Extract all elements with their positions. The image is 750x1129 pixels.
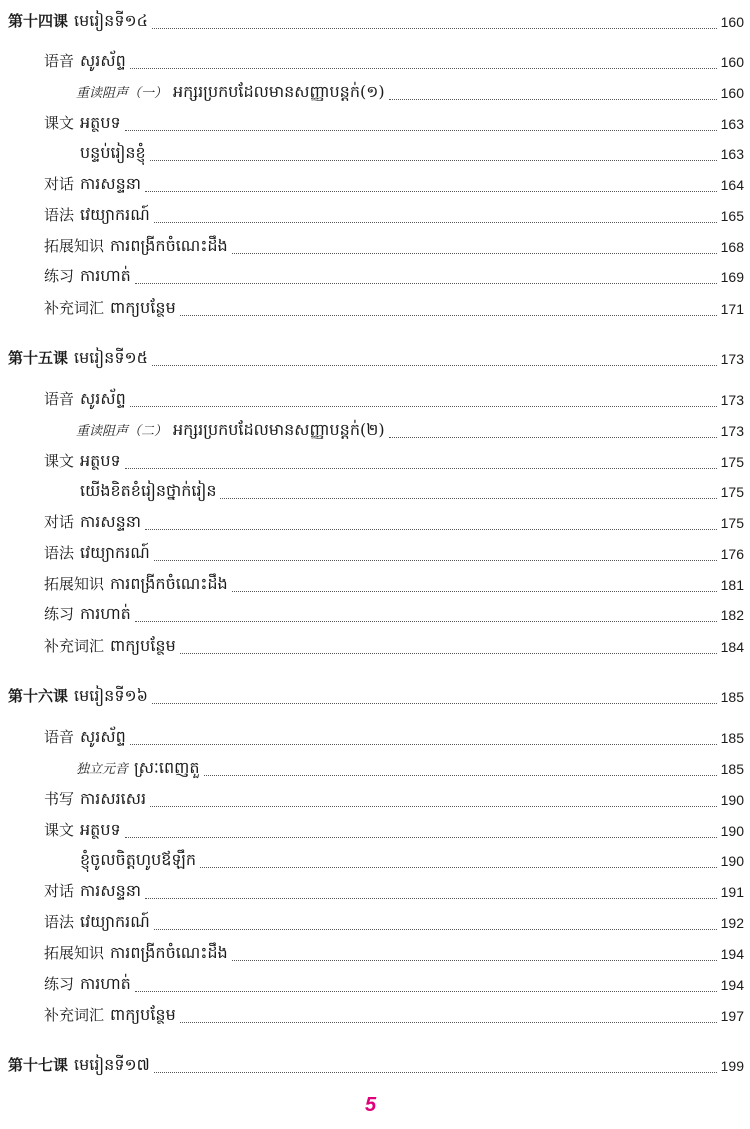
toc-entry-chinese-title: 语法 (44, 544, 75, 562)
toc-entry-khmer-title: ការហាត់ (80, 604, 131, 623)
toc-entry-label (80, 142, 146, 166)
dot-leader (220, 498, 716, 499)
toc-entry-chinese-title: 第十四课 (8, 12, 69, 30)
toc-entry-khmer-title: មេរៀនទី១៤ (74, 11, 148, 30)
toc-entry-label (44, 942, 228, 966)
toc-page-number: 191 (720, 884, 744, 900)
toc-entry-chinese-title: 语音 (44, 52, 75, 70)
dot-leader (125, 130, 717, 131)
toc-entry-chinese-title: 课文 (44, 452, 75, 470)
toc-entry (0, 940, 750, 968)
dot-leader (125, 468, 717, 469)
toc-entry-khmer-title: ការសរសេរ (80, 789, 147, 808)
toc-entry-label (8, 685, 148, 709)
toc-entry-khmer-title: វេយ្យាករណ៍ (80, 205, 150, 224)
toc-entry-label (44, 50, 126, 74)
dot-leader (145, 191, 717, 192)
toc-page-number: 164 (720, 177, 744, 193)
toc-page-number: 163 (720, 146, 744, 162)
toc-entry-khmer-title: មេរៀនទី១៧ (74, 1055, 150, 1074)
toc-entry-chinese-title: 补充词汇 (44, 637, 105, 655)
toc-entry (0, 140, 750, 168)
toc-entry-label (44, 388, 126, 412)
toc-entry-chinese-title: 拓展知识 (44, 237, 105, 255)
dot-leader (135, 991, 717, 992)
toc-page-number: 185 (720, 689, 744, 705)
toc-page-number: 190 (720, 823, 744, 839)
toc-entry-chinese-title: 练习 (44, 975, 75, 993)
toc-entry-chinese-title: 重读阻声（二） (76, 424, 168, 439)
toc-entry-khmer-title: សូរស័ព្ទ (80, 389, 126, 408)
dot-leader (389, 437, 717, 438)
toc-entry (0, 633, 750, 661)
toc-entry-label (44, 788, 146, 812)
toc-entry-chinese-title: 独立元音 (76, 762, 129, 777)
toc-entry (0, 571, 750, 599)
toc-page-number: 181 (720, 577, 744, 593)
toc-entry-chinese-title: 补充词汇 (44, 1006, 105, 1024)
toc-entry-khmer-title: អត្ថបទ (80, 451, 121, 470)
toc-chapter-entry (0, 683, 750, 711)
toc-page-number: 173 (720, 423, 744, 439)
toc-entry-label (44, 880, 141, 904)
toc-entry-chinese-title: 语法 (44, 913, 75, 931)
toc-page-number: 176 (720, 546, 744, 562)
toc-entry-khmer-title: វេយ្យាករណ៍ (80, 543, 150, 562)
toc-entry (0, 540, 750, 568)
dot-leader (154, 1072, 717, 1073)
toc-entry-label (44, 911, 150, 935)
toc-entry-label (44, 603, 131, 627)
dot-leader (180, 653, 717, 654)
toc-page-number: 168 (720, 239, 744, 255)
dot-leader (135, 621, 717, 622)
dot-leader (135, 283, 717, 284)
toc-entry-label (76, 419, 385, 443)
toc-entry-khmer-title: សូរស័ព្ទ (80, 727, 126, 746)
toc-entry-chinese-title: 对话 (44, 513, 75, 531)
toc-page-number: 199 (720, 1058, 744, 1074)
toc-page-number: 175 (720, 454, 744, 470)
toc-entry-khmer-title: យើងខិតខំរៀនថ្នាក់រៀន (80, 481, 217, 500)
toc-entry-khmer-title: ការសន្ទនា (80, 881, 141, 900)
toc-entry (0, 202, 750, 230)
toc-entry (0, 263, 750, 291)
toc-entry-khmer-title: ពាក្យបន្ថែម (110, 636, 176, 655)
toc-page-number: 175 (720, 484, 744, 500)
dot-leader (145, 529, 717, 530)
dot-leader (232, 960, 717, 961)
toc-entry-label (8, 347, 148, 371)
toc-entry-khmer-title: ការសន្ទនា (80, 174, 141, 193)
toc-entry (0, 724, 750, 752)
toc-entry-label (44, 297, 176, 321)
dot-leader (232, 253, 717, 254)
toc-entry (0, 878, 750, 906)
toc-chapter-entry (0, 1052, 750, 1080)
toc-entry (0, 386, 750, 414)
toc-entry-khmer-title: ពាក្យបន្ថែម (110, 298, 176, 317)
toc-entry (0, 79, 750, 107)
dot-leader (204, 775, 717, 776)
toc-entry-khmer-title: ស្រៈពេញតួ (134, 758, 200, 777)
toc-page-number: 175 (720, 515, 744, 531)
dot-leader (389, 99, 717, 100)
dot-leader (152, 28, 717, 29)
toc-entry (0, 786, 750, 814)
toc-page-number: 190 (720, 792, 744, 808)
toc-entry (0, 1002, 750, 1030)
toc-entry-chinese-title: 练习 (44, 605, 75, 623)
toc-entry-label (8, 1054, 150, 1078)
toc-entry-label (44, 265, 131, 289)
toc-entry-label (44, 511, 141, 535)
toc-page-number: 163 (720, 116, 744, 132)
toc-entry-chinese-title: 对话 (44, 882, 75, 900)
toc-entry-label (44, 450, 121, 474)
toc-entry (0, 601, 750, 629)
toc-entry-khmer-title: ការសន្ទនា (80, 512, 141, 531)
toc-entry-chinese-title: 书写 (44, 790, 75, 808)
toc-entry-khmer-title: ការពង្រីកចំណេះដឹង (110, 574, 228, 593)
toc-entry-khmer-title: ការពង្រីកចំណេះដឹង (110, 943, 228, 962)
toc-entry-khmer-title: អត្ថបទ (80, 113, 121, 132)
toc-page-number: 165 (720, 208, 744, 224)
toc-chapter-entry (0, 8, 750, 36)
toc-entry (0, 110, 750, 138)
toc-entry (0, 417, 750, 445)
toc-page-number: 185 (720, 730, 744, 746)
toc-entry-khmer-title: ការហាត់ (80, 974, 131, 993)
toc-entry-label (44, 112, 121, 136)
toc-entry-label (80, 480, 216, 504)
toc-entry-label (44, 204, 150, 228)
toc-entry-label (8, 10, 148, 34)
toc-entry (0, 448, 750, 476)
toc-entry-khmer-title: ខ្ញុំចូលចិត្តហូបឪឡឹក (80, 850, 197, 869)
toc-entry-label (80, 849, 196, 873)
page-number: 5 (365, 1094, 377, 1116)
toc-entry (0, 171, 750, 199)
toc-entry-chinese-title: 语音 (44, 390, 75, 408)
toc-entry-khmer-title: បន្ទប់រៀនខ្ញុំ (80, 143, 146, 162)
dot-leader (152, 703, 717, 704)
toc-page-number: 160 (720, 54, 744, 70)
dot-leader (154, 560, 717, 561)
toc-entry (0, 295, 750, 323)
toc-entry-chinese-title: 语法 (44, 206, 75, 224)
toc-entry-label (44, 1004, 176, 1028)
toc-entry-chinese-title: 课文 (44, 114, 75, 132)
toc-entry-chinese-title: 拓展知识 (44, 575, 105, 593)
dot-leader (232, 591, 717, 592)
toc-entry (0, 847, 750, 875)
toc-entry-label (44, 635, 176, 659)
toc-page-number: 194 (720, 977, 744, 993)
toc-entry-chinese-title: 语音 (44, 728, 75, 746)
dot-leader (150, 806, 717, 807)
toc-page-number: 173 (720, 351, 744, 367)
dot-leader (180, 1022, 717, 1023)
toc-entry-khmer-title: អក្សរប្រកបដែលមានសញ្ញាបន្តក់(១) (173, 82, 385, 101)
toc-entry (0, 48, 750, 76)
toc-entry-chinese-title: 拓展知识 (44, 944, 105, 962)
dot-leader (180, 315, 717, 316)
toc-entry-label (44, 542, 150, 566)
toc-entry-label (44, 819, 121, 843)
toc-entry-label (44, 235, 228, 259)
dot-leader (145, 898, 717, 899)
toc-entry-khmer-title: មេរៀនទី១៦ (74, 686, 148, 705)
toc-entry-label (76, 81, 385, 105)
toc-entry-chinese-title: 练习 (44, 267, 75, 285)
toc-page-number: 173 (720, 392, 744, 408)
toc-page-number: 182 (720, 607, 744, 623)
toc-page-number: 169 (720, 269, 744, 285)
toc-entry (0, 755, 750, 783)
toc-entry-khmer-title: ពាក្យបន្ថែម (110, 1005, 176, 1024)
toc-entry-chinese-title: 课文 (44, 821, 75, 839)
toc-entry (0, 971, 750, 999)
dot-leader (154, 222, 717, 223)
toc-entry-khmer-title: អក្សរប្រកបដែលមានសញ្ញាបន្តក់(២) (173, 420, 385, 439)
toc-entry-chinese-title: 第十五课 (8, 349, 69, 367)
toc-page-number: 160 (720, 14, 744, 30)
toc-entry-label (44, 573, 228, 597)
dot-leader (152, 365, 717, 366)
toc-entry-label (76, 757, 200, 781)
toc-entry-chinese-title: 补充词汇 (44, 299, 105, 317)
dot-leader (125, 837, 717, 838)
toc-page-number: 160 (720, 85, 744, 101)
toc-entry-label (44, 973, 131, 997)
toc-entry (0, 233, 750, 261)
toc-entry-khmer-title: សូរស័ព្ទ (80, 51, 126, 70)
toc-entry-khmer-title: ការពង្រីកចំណេះដឹង (110, 236, 228, 255)
toc-entry-khmer-title: អត្ថបទ (80, 820, 121, 839)
toc-page-number: 194 (720, 946, 744, 962)
toc-entry-label (44, 726, 126, 750)
dot-leader (150, 160, 717, 161)
toc-entry-chinese-title: 重读阻声（一） (76, 86, 168, 101)
toc-page-number: 197 (720, 1008, 744, 1024)
toc-entry (0, 509, 750, 537)
toc-entry (0, 909, 750, 937)
dot-leader (130, 406, 717, 407)
toc-entry-label (44, 173, 141, 197)
dot-leader (200, 867, 717, 868)
toc-page-number: 192 (720, 915, 744, 931)
toc-entry-khmer-title: វេយ្យាករណ៍ (80, 912, 150, 931)
toc-entry-khmer-title: ការហាត់ (80, 266, 131, 285)
toc-entry-chinese-title: 第十六课 (8, 687, 69, 705)
toc-page-number: 190 (720, 853, 744, 869)
toc-page-number: 184 (720, 639, 744, 655)
toc-entry-chinese-title: 第十七课 (8, 1056, 69, 1074)
toc-entry (0, 817, 750, 845)
toc-page-number: 171 (720, 301, 744, 317)
toc-chapter-entry (0, 345, 750, 373)
toc-entry-chinese-title: 对话 (44, 175, 75, 193)
toc-page-number: 185 (720, 761, 744, 777)
dot-leader (154, 929, 717, 930)
dot-leader (130, 68, 717, 69)
dot-leader (130, 744, 717, 745)
toc-entry (0, 478, 750, 506)
toc-entry-khmer-title: មេរៀនទី១៥ (74, 348, 148, 367)
